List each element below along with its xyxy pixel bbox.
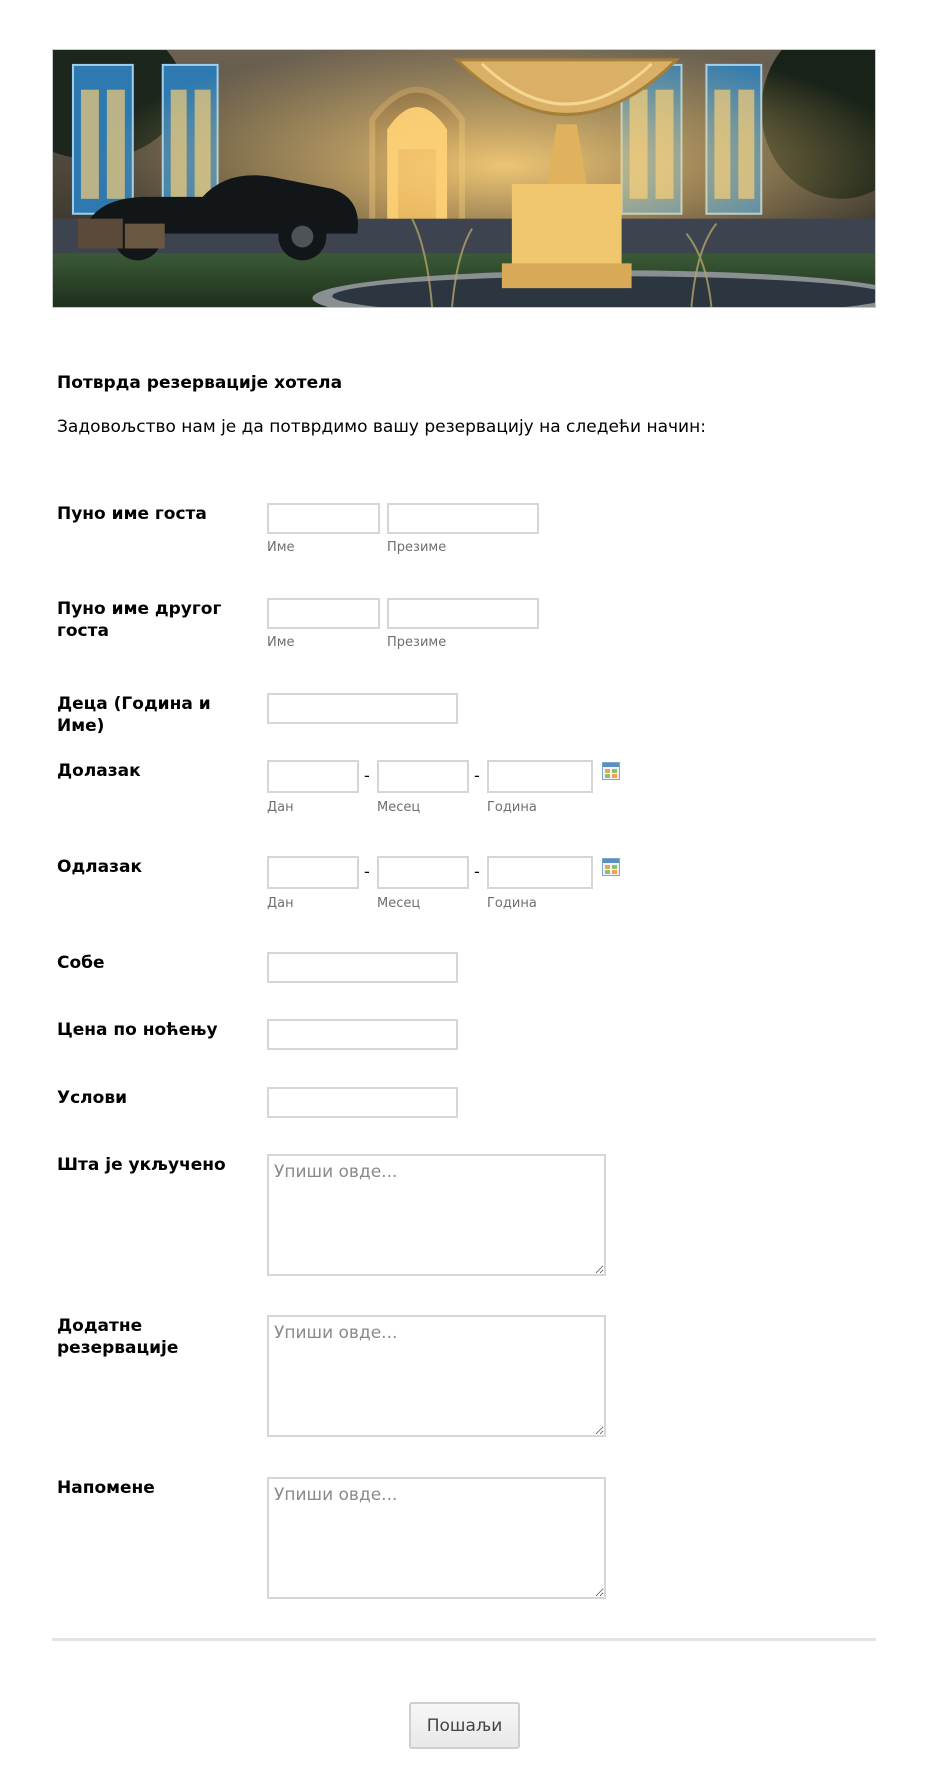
terms-label: Услови (57, 1088, 127, 1108)
arrival-year-input[interactable] (487, 760, 593, 793)
departure-separator-2: - (474, 862, 480, 881)
guest-first-name-sublabel: Име (267, 540, 295, 555)
terms-input[interactable] (267, 1087, 458, 1118)
guest-last-name-input[interactable] (387, 503, 539, 534)
arrival-year-sublabel: Година (487, 800, 537, 815)
rooms-label: Собе (57, 953, 105, 973)
arrival-separator-2: - (474, 766, 480, 785)
price-label: Цена по ноћењу (57, 1020, 218, 1040)
departure-month-input[interactable] (377, 856, 469, 889)
notes-label: Напомене (57, 1478, 155, 1498)
notes-textarea[interactable] (267, 1477, 606, 1599)
calendar-icon[interactable] (602, 858, 620, 876)
rooms-input[interactable] (267, 952, 458, 983)
arrival-month-input[interactable] (377, 760, 469, 793)
arrival-separator-1: - (364, 766, 370, 785)
second-guest-name-label: Пуно име другог госта (57, 599, 222, 641)
hotel-banner-image (52, 49, 876, 308)
second-guest-first-name-input[interactable] (267, 598, 380, 629)
departure-separator-1: - (364, 862, 370, 881)
arrival-day-input[interactable] (267, 760, 359, 793)
additional-textarea[interactable] (267, 1315, 606, 1437)
included-label: Шта је укључено (57, 1155, 226, 1175)
departure-year-sublabel: Година (487, 896, 537, 911)
guest-first-name-input[interactable] (267, 503, 380, 534)
guest-name-label: Пуно име госта (57, 504, 207, 524)
children-label: Деца (Година и Име) (57, 694, 211, 736)
form-title: Потврда резервације хотела (57, 373, 343, 393)
departure-label: Одлазак (57, 857, 142, 877)
departure-day-input[interactable] (267, 856, 359, 889)
guest-last-name-sublabel: Презиме (387, 540, 447, 555)
submit-button[interactable]: Пошаљи (409, 1702, 520, 1749)
included-textarea[interactable] (267, 1154, 606, 1276)
calendar-icon[interactable] (602, 762, 620, 780)
arrival-day-sublabel: Дан (267, 800, 294, 815)
arrival-month-sublabel: Месец (377, 800, 421, 815)
form-subtitle: Задовољство нам је да потврдимо вашу резервацију на следећи начин: (57, 417, 706, 437)
second-guest-last-name-input[interactable] (387, 598, 539, 629)
second-guest-last-name-sublabel: Презиме (387, 635, 447, 650)
banner-illustration (53, 50, 875, 307)
additional-label: Додатне резервације (57, 1316, 179, 1358)
price-input[interactable] (267, 1019, 458, 1050)
departure-day-sublabel: Дан (267, 896, 294, 911)
departure-year-input[interactable] (487, 856, 593, 889)
departure-month-sublabel: Месец (377, 896, 421, 911)
children-input[interactable] (267, 693, 458, 724)
form-divider (52, 1638, 876, 1641)
arrival-label: Долазак (57, 761, 141, 781)
second-guest-first-name-sublabel: Име (267, 635, 295, 650)
